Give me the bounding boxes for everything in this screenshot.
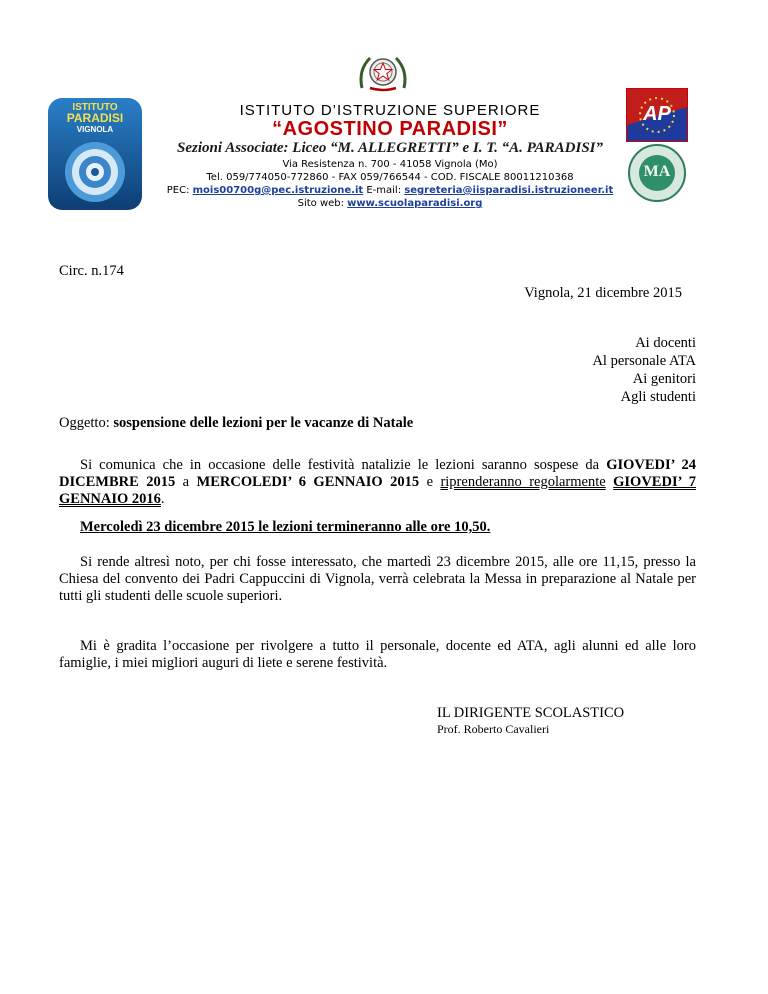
email-link[interactable]: segreteria@iisparadisi.istruzioneer.it <box>404 185 614 196</box>
paragraph-suspension <box>59 457 696 508</box>
logo-text-vignola: VIGNOLA <box>76 125 114 134</box>
pec-email-link[interactable]: mois00700g@pec.istruzione.it <box>192 185 364 196</box>
ma-logo-text: MA <box>643 163 671 180</box>
subject-line <box>59 415 413 431</box>
subject-text: sospensione delle lezioni per le vacanze di Natale <box>113 415 414 431</box>
p1-resume-date: GIOVEDI’ 7 GENNAIO 2016 <box>59 474 697 507</box>
website-line <box>150 198 630 209</box>
institute-name: “AGOSTINO PARADISI” <box>272 118 508 140</box>
logo-text-istituto: ISTITUTO <box>72 102 118 113</box>
ap-logo-text: AP <box>643 103 671 125</box>
pec-label: PEC: <box>166 185 193 196</box>
website-link[interactable]: www.scuolaparadisi.org <box>347 198 483 209</box>
paragraph-greetings: Mi è gradita l’occasione per rivolgere a tutto il personale, docente ed ATA, agli alunni ed alle loro famiglie, i miei migliori auguri di liete e serene festività. <box>59 638 696 671</box>
paragraph-mass: Si rende altresì noto, per chi fosse interessato, che martedì 23 dicembre 2015, alle ore 11,15, presso la Chiesa del convento dei Padri Cappuccini di Vignola, verrà celebrata la Messa in preparazione al Natale per tutti gli studenti delle scuole superiori. <box>59 554 696 604</box>
address-line: Via Resistenza n. 700 - 41058 Vignola (Mo) <box>282 159 498 170</box>
p1-connector: a <box>175 474 197 490</box>
logo-text-paradisi: PARADISI <box>66 111 124 125</box>
email-label: E-mail: <box>363 185 405 196</box>
recipient: Al personale ATA <box>592 353 696 369</box>
p1-intro: Si comunica che in occasione delle festività natalizie le lezioni saranno sospese da <box>80 457 600 473</box>
p1-period: . <box>160 491 165 507</box>
signature-title: IL DIRIGENTE SCOLASTICO <box>437 705 625 721</box>
recipient: Agli studenti <box>620 389 696 405</box>
p1-connector: e <box>419 474 441 490</box>
recipient: Ai genitori <box>632 371 696 387</box>
phone-fax-line: Tel. 059/774050-772860 - FAX 059/766544 - COD. FISCALE 80011210368 <box>206 172 574 183</box>
p1-resume-text: riprenderanno regolarmente <box>440 474 606 490</box>
contact-email-line <box>130 185 650 196</box>
ap-logo <box>626 88 688 142</box>
istituto-paradisi-logo <box>48 98 142 210</box>
institute-type: ISTITUTO D’ISTRUZIONE SUPERIORE <box>239 102 541 119</box>
subject-label: Oggetto: <box>59 415 114 431</box>
associated-sections: Sezioni Associate: Liceo “M. ALLEGRETTI” e I. T. “A. PARADISI” <box>177 140 603 156</box>
republic-emblem-icon <box>356 50 410 92</box>
paragraph-early-end: Mercoledì 23 dicembre 2015 le lezioni termineranno alle ore 10,50. <box>80 519 491 535</box>
signature-name: Prof. Roberto Cavalieri <box>437 722 550 736</box>
circular-number: Circ. n.174 <box>59 263 124 279</box>
recipient: Ai docenti <box>635 335 696 351</box>
p1-start-date: GIOVEDI’ 24 DICEMBRE 2015 <box>59 457 696 490</box>
date-line: Vignola, 21 dicembre 2015 <box>524 285 682 301</box>
p1-end-date: MERCOLEDI’ 6 GENNAIO 2015 <box>196 474 420 490</box>
web-label: Sito web: <box>297 198 348 209</box>
